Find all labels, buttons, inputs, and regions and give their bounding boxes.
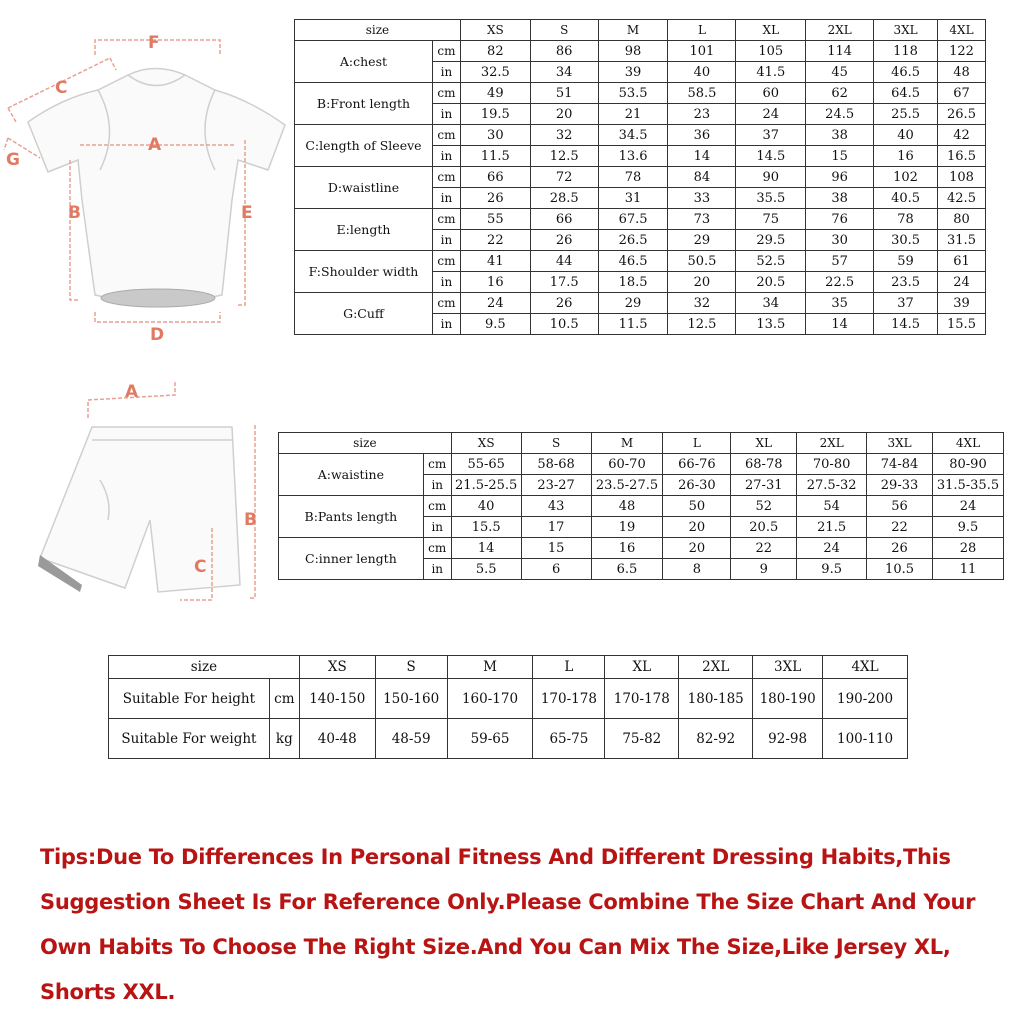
- value-cell: 108: [937, 167, 985, 188]
- value-cell: 100-110: [823, 719, 908, 759]
- value-cell: 55: [460, 209, 530, 230]
- value-cell: 29: [598, 293, 668, 314]
- value-cell: 52.5: [736, 251, 806, 272]
- value-cell: 114: [806, 41, 874, 62]
- value-cell: 24: [736, 104, 806, 125]
- value-cell: 44: [530, 251, 598, 272]
- value-cell: 67: [937, 83, 985, 104]
- value-cell: 15.5: [451, 517, 521, 538]
- value-cell: 22.5: [806, 272, 874, 293]
- value-cell: 22: [460, 230, 530, 251]
- value-cell: 30: [806, 230, 874, 251]
- value-cell: 84: [668, 167, 736, 188]
- value-cell: 33: [668, 188, 736, 209]
- value-cell: 26: [460, 188, 530, 209]
- size-header-cell: M: [591, 433, 663, 454]
- value-cell: 24: [797, 538, 867, 559]
- value-cell: 11.5: [598, 314, 668, 335]
- unit-cell: in: [432, 272, 460, 293]
- unit-cell: cm: [432, 209, 460, 230]
- measurement-name: A:waistine: [279, 454, 424, 496]
- value-cell: 21.5: [797, 517, 867, 538]
- size-header-cell: M: [447, 656, 533, 679]
- value-cell: 29-33: [867, 475, 933, 496]
- unit-cell: cm: [432, 125, 460, 146]
- value-cell: 24.5: [806, 104, 874, 125]
- size-header-cell: 3XL: [867, 433, 933, 454]
- shorts-label-B: B: [244, 510, 257, 530]
- unit-cell: cm: [432, 41, 460, 62]
- measurement-row: [295, 167, 986, 188]
- value-cell: 40.5: [874, 188, 938, 209]
- value-cell: 80: [937, 209, 985, 230]
- value-cell: 15.5: [937, 314, 985, 335]
- value-cell: 48: [937, 62, 985, 83]
- value-cell: 20: [530, 104, 598, 125]
- value-cell: 34: [530, 62, 598, 83]
- unit-cell: cm: [432, 251, 460, 272]
- value-cell: 14: [806, 314, 874, 335]
- unit-cell: cm: [432, 167, 460, 188]
- jersey-diagram: [0, 20, 295, 350]
- value-cell: 11.5: [460, 146, 530, 167]
- value-cell: 60-70: [591, 454, 663, 475]
- value-cell: 180-185: [679, 679, 753, 719]
- size-header-cell: XS: [460, 20, 530, 41]
- value-cell: 24: [937, 272, 985, 293]
- value-cell: 10.5: [530, 314, 598, 335]
- value-cell: 67.5: [598, 209, 668, 230]
- value-cell: 140-150: [299, 679, 375, 719]
- value-cell: 14: [451, 538, 521, 559]
- value-cell: 55-65: [451, 454, 521, 475]
- value-cell: 73: [668, 209, 736, 230]
- value-cell: 46.5: [598, 251, 668, 272]
- value-cell: 35.5: [736, 188, 806, 209]
- size-header-cell: L: [663, 433, 731, 454]
- value-cell: 78: [598, 167, 668, 188]
- value-cell: 30: [460, 125, 530, 146]
- value-cell: 170-178: [605, 679, 679, 719]
- value-cell: 56: [867, 496, 933, 517]
- fit-row: [109, 719, 908, 759]
- jersey-label-A: A: [148, 135, 162, 155]
- value-cell: 45: [806, 62, 874, 83]
- unit-cell: in: [432, 146, 460, 167]
- value-cell: 66-76: [663, 454, 731, 475]
- unit-cell: in: [432, 314, 460, 335]
- value-cell: 76: [806, 209, 874, 230]
- value-cell: 25.5: [874, 104, 938, 125]
- measurement-row: [295, 83, 986, 104]
- jersey-label-F: F: [148, 33, 160, 53]
- value-cell: 66: [460, 167, 530, 188]
- value-cell: 75-82: [605, 719, 679, 759]
- value-cell: 61: [937, 251, 985, 272]
- size-header-row: [295, 20, 986, 41]
- value-cell: 160-170: [447, 679, 533, 719]
- value-cell: 42.5: [937, 188, 985, 209]
- measurement-name: A:chest: [295, 41, 433, 83]
- value-cell: 26-30: [663, 475, 731, 496]
- measurement-row: [295, 125, 986, 146]
- value-cell: 72: [530, 167, 598, 188]
- shorts-label-C: C: [194, 557, 207, 577]
- value-cell: 31.5-35.5: [932, 475, 1003, 496]
- unit-cell: cm: [423, 454, 451, 475]
- value-cell: 21.5-25.5: [451, 475, 521, 496]
- value-cell: 68-78: [731, 454, 797, 475]
- shorts-outline: [40, 427, 240, 592]
- unit-cell: kg: [269, 719, 299, 759]
- value-cell: 43: [521, 496, 591, 517]
- value-cell: 78: [874, 209, 938, 230]
- value-cell: 17: [521, 517, 591, 538]
- jersey-label-C: C: [55, 78, 68, 98]
- value-cell: 9.5: [797, 559, 867, 580]
- size-header-row: [109, 656, 908, 679]
- value-cell: 48: [591, 496, 663, 517]
- measurement-row: [295, 41, 986, 62]
- value-cell: 82: [460, 41, 530, 62]
- measurement-name: F:Shoulder width: [295, 251, 433, 293]
- jersey-label-D: D: [150, 325, 165, 345]
- value-cell: 41.5: [736, 62, 806, 83]
- value-cell: 122: [937, 41, 985, 62]
- value-cell: 51: [530, 83, 598, 104]
- value-cell: 29.5: [736, 230, 806, 251]
- value-cell: 20: [663, 538, 731, 559]
- value-cell: 34: [736, 293, 806, 314]
- value-cell: 66: [530, 209, 598, 230]
- value-cell: 31: [598, 188, 668, 209]
- shorts-label-A: A: [125, 382, 139, 402]
- size-header-cell: 2XL: [797, 433, 867, 454]
- jersey-label-E: E: [241, 203, 253, 223]
- value-cell: 60: [736, 83, 806, 104]
- value-cell: 24: [932, 496, 1003, 517]
- value-cell: 80-90: [932, 454, 1003, 475]
- tips-text: [40, 835, 1000, 1015]
- value-cell: 37: [874, 293, 938, 314]
- value-cell: 10.5: [867, 559, 933, 580]
- shorts-size-table: [278, 432, 1004, 580]
- value-cell: 58.5: [668, 83, 736, 104]
- value-cell: 36: [668, 125, 736, 146]
- unit-cell: in: [423, 517, 451, 538]
- value-cell: 27.5-32: [797, 475, 867, 496]
- value-cell: 27-31: [731, 475, 797, 496]
- value-cell: 58-68: [521, 454, 591, 475]
- value-cell: 15: [806, 146, 874, 167]
- value-cell: 32.5: [460, 62, 530, 83]
- size-header-cell: M: [598, 20, 668, 41]
- value-cell: 62: [806, 83, 874, 104]
- value-cell: 13.6: [598, 146, 668, 167]
- value-cell: 34.5: [598, 125, 668, 146]
- value-cell: 17.5: [530, 272, 598, 293]
- measurement-row: [279, 454, 1004, 475]
- value-cell: 38: [806, 125, 874, 146]
- value-cell: 16: [591, 538, 663, 559]
- value-cell: 14: [668, 146, 736, 167]
- value-cell: 98: [598, 41, 668, 62]
- value-cell: 40-48: [299, 719, 375, 759]
- value-cell: 59-65: [447, 719, 533, 759]
- value-cell: 42: [937, 125, 985, 146]
- value-cell: 28.5: [530, 188, 598, 209]
- unit-cell: cm: [423, 538, 451, 559]
- shorts-diagram: [30, 370, 290, 610]
- value-cell: 16.5: [937, 146, 985, 167]
- unit-cell: in: [423, 475, 451, 496]
- value-cell: 13.5: [736, 314, 806, 335]
- jersey-hem: [101, 289, 215, 307]
- value-cell: 39: [937, 293, 985, 314]
- size-header-cell: XL: [736, 20, 806, 41]
- value-cell: 57: [806, 251, 874, 272]
- value-cell: 38: [806, 188, 874, 209]
- value-cell: 86: [530, 41, 598, 62]
- value-cell: 23: [668, 104, 736, 125]
- value-cell: 19: [591, 517, 663, 538]
- value-cell: 14.5: [736, 146, 806, 167]
- value-cell: 26: [530, 230, 598, 251]
- size-header-cell: 3XL: [753, 656, 823, 679]
- value-cell: 29: [668, 230, 736, 251]
- value-cell: 46.5: [874, 62, 938, 83]
- value-cell: 14.5: [874, 314, 938, 335]
- value-cell: 9.5: [460, 314, 530, 335]
- value-cell: 12.5: [530, 146, 598, 167]
- value-cell: 16: [460, 272, 530, 293]
- value-cell: 11: [932, 559, 1003, 580]
- value-cell: 23.5-27.5: [591, 475, 663, 496]
- value-cell: 16: [874, 146, 938, 167]
- fit-name: Suitable For weight: [109, 719, 270, 759]
- unit-cell: cm: [423, 496, 451, 517]
- size-header-cell: XS: [299, 656, 375, 679]
- value-cell: 20: [668, 272, 736, 293]
- value-cell: 180-190: [753, 679, 823, 719]
- value-cell: 31.5: [937, 230, 985, 251]
- value-cell: 75: [736, 209, 806, 230]
- value-cell: 32: [530, 125, 598, 146]
- value-cell: 23.5: [874, 272, 938, 293]
- value-cell: 5.5: [451, 559, 521, 580]
- tips-line: Tips:Due To Differences In Personal Fitness And Different Dressing Habits,This: [40, 845, 951, 869]
- unit-cell: cm: [432, 293, 460, 314]
- value-cell: 24: [460, 293, 530, 314]
- value-cell: 37: [736, 125, 806, 146]
- value-cell: 6: [521, 559, 591, 580]
- measurement-name: D:waistline: [295, 167, 433, 209]
- value-cell: 8: [663, 559, 731, 580]
- measurement-name: C:inner length: [279, 538, 424, 580]
- value-cell: 150-160: [375, 679, 447, 719]
- value-cell: 18.5: [598, 272, 668, 293]
- measurement-name: B:Front length: [295, 83, 433, 125]
- value-cell: 9.5: [932, 517, 1003, 538]
- value-cell: 23-27: [521, 475, 591, 496]
- value-cell: 40: [874, 125, 938, 146]
- value-cell: 74-84: [867, 454, 933, 475]
- measurement-row: [295, 251, 986, 272]
- value-cell: 190-200: [823, 679, 908, 719]
- size-header-cell: 2XL: [806, 20, 874, 41]
- unit-cell: cm: [269, 679, 299, 719]
- tips-line: Own Habits To Choose The Right Size.And You Can Mix The Size,Like Jersey XL,: [40, 935, 951, 959]
- value-cell: 26: [867, 538, 933, 559]
- value-cell: 105: [736, 41, 806, 62]
- value-cell: 92-98: [753, 719, 823, 759]
- value-cell: 21: [598, 104, 668, 125]
- size-header-cell: L: [533, 656, 605, 679]
- value-cell: 15: [521, 538, 591, 559]
- value-cell: 6.5: [591, 559, 663, 580]
- value-cell: 53.5: [598, 83, 668, 104]
- size-header-cell: S: [521, 433, 591, 454]
- value-cell: 40: [668, 62, 736, 83]
- jersey-label-G: G: [6, 150, 20, 170]
- size-header-cell: XL: [731, 433, 797, 454]
- value-cell: 82-92: [679, 719, 753, 759]
- value-cell: 59: [874, 251, 938, 272]
- value-cell: 26.5: [598, 230, 668, 251]
- jersey-outline: [28, 69, 285, 303]
- value-cell: 32: [668, 293, 736, 314]
- size-header-row: [279, 433, 1004, 454]
- value-cell: 12.5: [668, 314, 736, 335]
- size-header-cell: 3XL: [874, 20, 938, 41]
- value-cell: 20.5: [736, 272, 806, 293]
- value-cell: 96: [806, 167, 874, 188]
- measurement-row: [279, 496, 1004, 517]
- value-cell: 39: [598, 62, 668, 83]
- fit-size-table: [108, 655, 908, 759]
- measurement-name: B:Pants length: [279, 496, 424, 538]
- value-cell: 48-59: [375, 719, 447, 759]
- value-cell: 22: [867, 517, 933, 538]
- value-cell: 101: [668, 41, 736, 62]
- size-header-cell: XS: [451, 433, 521, 454]
- size-header-label: size: [109, 656, 300, 679]
- value-cell: 90: [736, 167, 806, 188]
- value-cell: 22: [731, 538, 797, 559]
- measurement-row: [279, 538, 1004, 559]
- value-cell: 41: [460, 251, 530, 272]
- value-cell: 19.5: [460, 104, 530, 125]
- unit-cell: in: [432, 230, 460, 251]
- measurement-row: [295, 293, 986, 314]
- value-cell: 9: [731, 559, 797, 580]
- measurement-name: E:length: [295, 209, 433, 251]
- measurement-row: [295, 209, 986, 230]
- unit-cell: in: [432, 62, 460, 83]
- measurement-name: G:Cuff: [295, 293, 433, 335]
- tips-line: Suggestion Sheet Is For Reference Only.Please Combine The Size Chart And Your: [40, 890, 976, 914]
- measurement-name: C:length of Sleeve: [295, 125, 433, 167]
- value-cell: 26.5: [937, 104, 985, 125]
- value-cell: 70-80: [797, 454, 867, 475]
- value-cell: 20.5: [731, 517, 797, 538]
- size-header-label: size: [279, 433, 452, 454]
- value-cell: 52: [731, 496, 797, 517]
- value-cell: 35: [806, 293, 874, 314]
- unit-cell: cm: [432, 83, 460, 104]
- value-cell: 30.5: [874, 230, 938, 251]
- value-cell: 65-75: [533, 719, 605, 759]
- value-cell: 50: [663, 496, 731, 517]
- fit-name: Suitable For height: [109, 679, 270, 719]
- value-cell: 28: [932, 538, 1003, 559]
- size-header-cell: S: [530, 20, 598, 41]
- jersey-label-B: B: [68, 203, 81, 223]
- value-cell: 40: [451, 496, 521, 517]
- size-header-cell: S: [375, 656, 447, 679]
- value-cell: 49: [460, 83, 530, 104]
- size-header-cell: 4XL: [932, 433, 1003, 454]
- size-header-cell: XL: [605, 656, 679, 679]
- value-cell: 102: [874, 167, 938, 188]
- size-header-label: size: [295, 20, 461, 41]
- size-header-cell: L: [668, 20, 736, 41]
- tips-line: Shorts XXL.: [40, 980, 176, 1004]
- size-header-cell: 4XL: [823, 656, 908, 679]
- value-cell: 50.5: [668, 251, 736, 272]
- unit-cell: in: [432, 188, 460, 209]
- jersey-size-table: [294, 19, 986, 335]
- value-cell: 170-178: [533, 679, 605, 719]
- value-cell: 20: [663, 517, 731, 538]
- fit-row: [109, 679, 908, 719]
- unit-cell: in: [423, 559, 451, 580]
- size-header-cell: 2XL: [679, 656, 753, 679]
- value-cell: 118: [874, 41, 938, 62]
- unit-cell: in: [432, 104, 460, 125]
- value-cell: 26: [530, 293, 598, 314]
- size-header-cell: 4XL: [937, 20, 985, 41]
- value-cell: 54: [797, 496, 867, 517]
- value-cell: 64.5: [874, 83, 938, 104]
